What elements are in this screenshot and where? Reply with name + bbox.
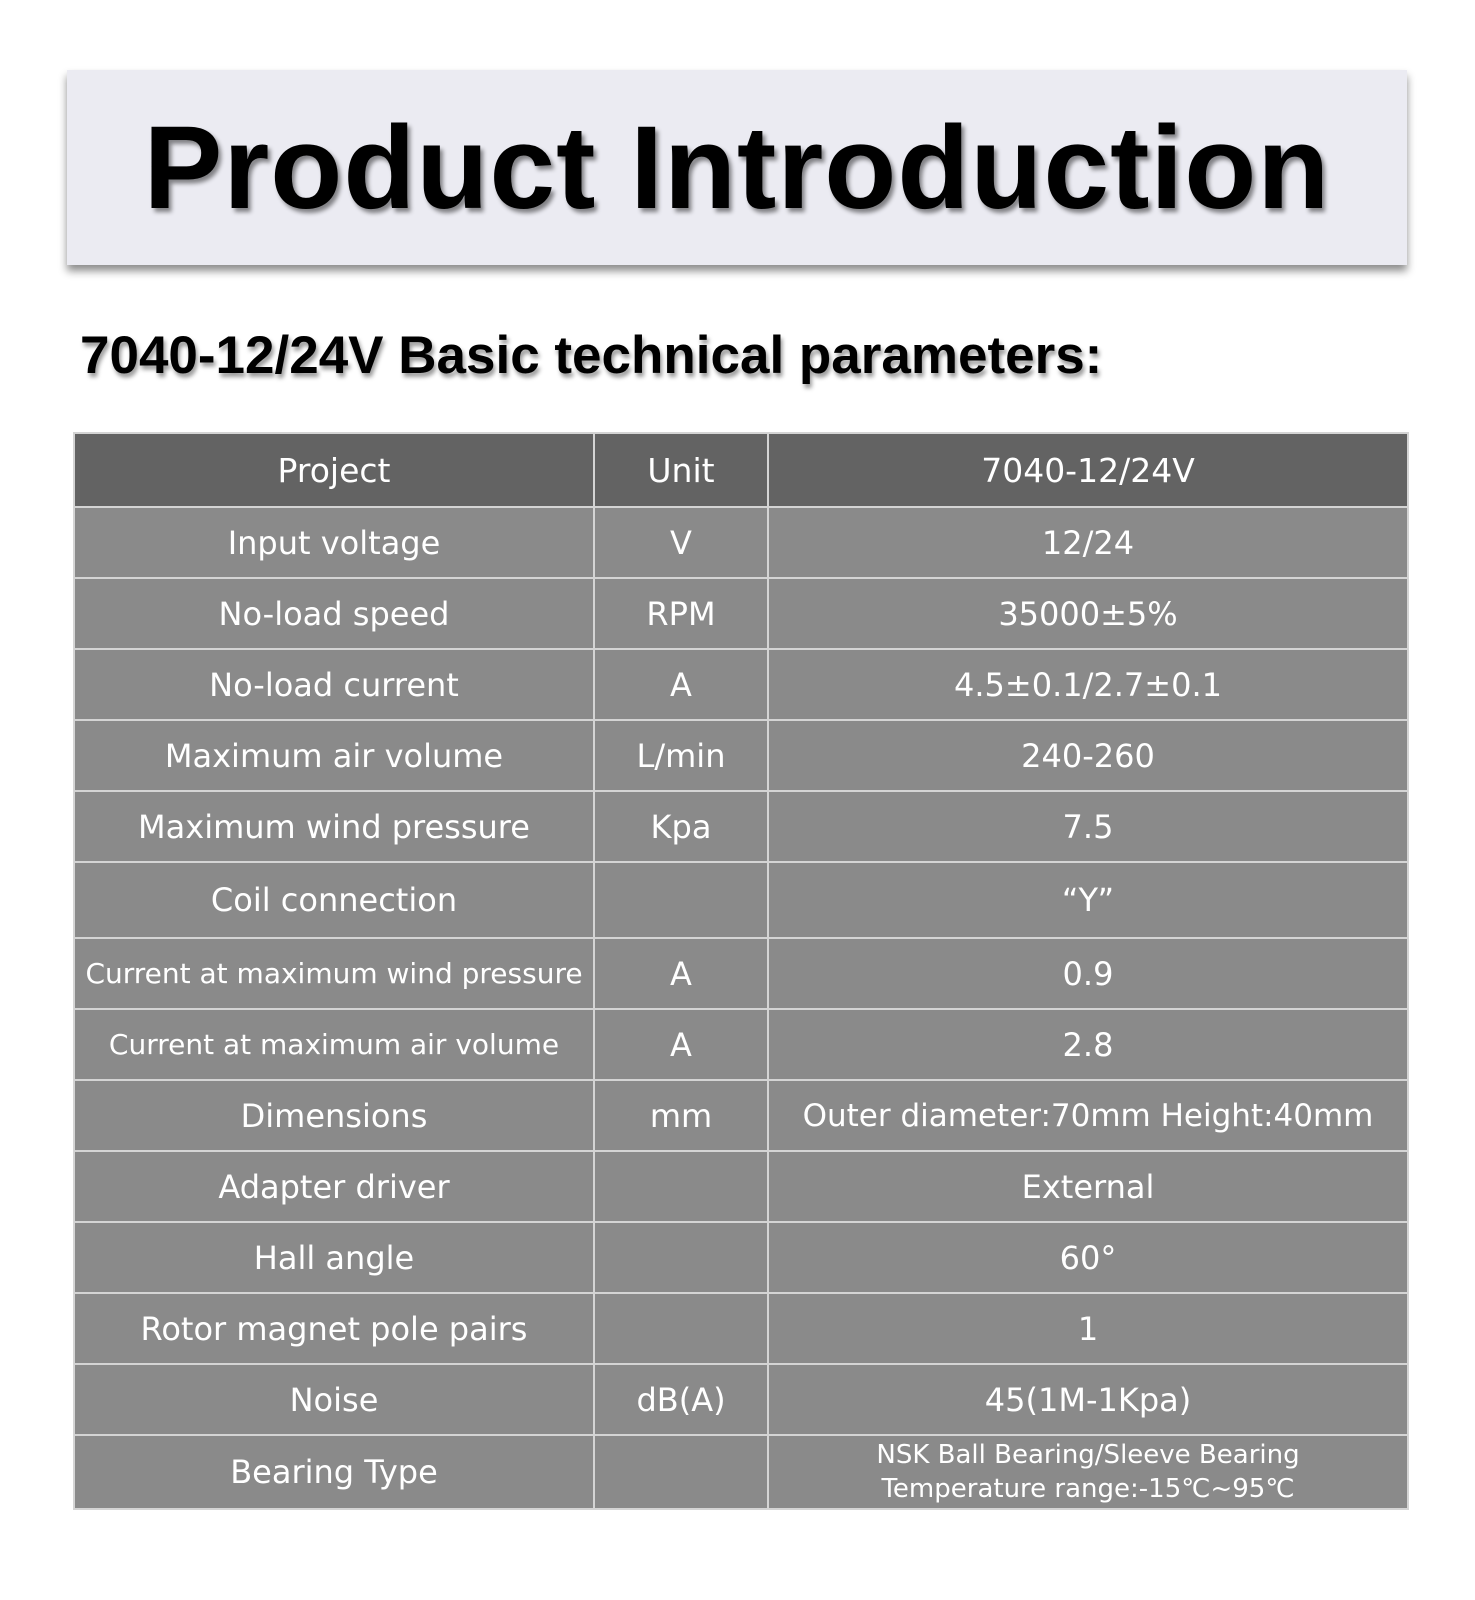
table-header-row [74, 433, 1408, 507]
cell-value [768, 1435, 1408, 1509]
table-row [74, 791, 1408, 862]
cell-project: Bearing Type [74, 1435, 594, 1509]
cell-unit: L/min [594, 720, 768, 791]
cell-value: Outer diameter:70mm Height:40mm [768, 1080, 1408, 1151]
cell-unit: RPM [594, 578, 768, 649]
cell-value: External [768, 1151, 1408, 1222]
table-row [74, 507, 1408, 578]
cell-project: No-load speed [74, 578, 594, 649]
cell-unit: V [594, 507, 768, 578]
table-row [74, 649, 1408, 720]
cell-project: Current at maximum wind pressure [74, 938, 594, 1009]
cell-project: Current at maximum air volume [74, 1009, 594, 1080]
cell-project: Dimensions [74, 1080, 594, 1151]
section-heading: 7040-12/24V Basic technical parameters: [80, 326, 1103, 385]
cell-unit: A [594, 1009, 768, 1080]
table-row [74, 1080, 1408, 1151]
cell-unit: Kpa [594, 791, 768, 862]
cell-value: 1 [768, 1293, 1408, 1364]
cell-unit [594, 862, 768, 938]
cell-project: Maximum wind pressure [74, 791, 594, 862]
title-banner [67, 70, 1407, 265]
cell-value: 7.5 [768, 791, 1408, 862]
cell-project: Coil connection [74, 862, 594, 938]
cell-value: “Y” [768, 862, 1408, 938]
cell-project: Adapter driver [74, 1151, 594, 1222]
table-row [74, 1293, 1408, 1364]
cell-value: 4.5±0.1/2.7±0.1 [768, 649, 1408, 720]
cell-value: 35000±5% [768, 578, 1408, 649]
header-project: Project [74, 433, 594, 507]
temperature-range-line: Temperature range:-15℃~95℃ [881, 1474, 1295, 1504]
header-unit: Unit [594, 433, 768, 507]
table-row [74, 578, 1408, 649]
cell-unit [594, 1435, 768, 1509]
table-row [74, 1009, 1408, 1080]
cell-value: 2.8 [768, 1009, 1408, 1080]
cell-unit [594, 1293, 768, 1364]
cell-value: 0.9 [768, 938, 1408, 1009]
cell-unit [594, 1222, 768, 1293]
page-title: Product Introduction [143, 101, 1331, 234]
table-row [74, 1151, 1408, 1222]
bearing-type-line: NSK Ball Bearing/Sleeve Bearing [876, 1440, 1300, 1470]
cell-project: Hall angle [74, 1222, 594, 1293]
cell-project: Rotor magnet pole pairs [74, 1293, 594, 1364]
cell-unit: mm [594, 1080, 768, 1151]
cell-value: 45(1M-1Kpa) [768, 1364, 1408, 1435]
cell-unit [594, 1151, 768, 1222]
cell-project: Noise [74, 1364, 594, 1435]
table-row [74, 862, 1408, 938]
spec-table [73, 432, 1409, 1510]
cell-value: 60° [768, 1222, 1408, 1293]
cell-project: Maximum air volume [74, 720, 594, 791]
table-row [74, 938, 1408, 1009]
table-row [74, 1364, 1408, 1435]
table-row [74, 1435, 1408, 1509]
cell-value: 12/24 [768, 507, 1408, 578]
cell-unit: A [594, 649, 768, 720]
table-row [74, 720, 1408, 791]
cell-project: No-load current [74, 649, 594, 720]
cell-unit: A [594, 938, 768, 1009]
cell-value: 240-260 [768, 720, 1408, 791]
cell-project: Input voltage [74, 507, 594, 578]
cell-unit: dB(A) [594, 1364, 768, 1435]
header-model: 7040-12/24V [768, 433, 1408, 507]
table-row [74, 1222, 1408, 1293]
